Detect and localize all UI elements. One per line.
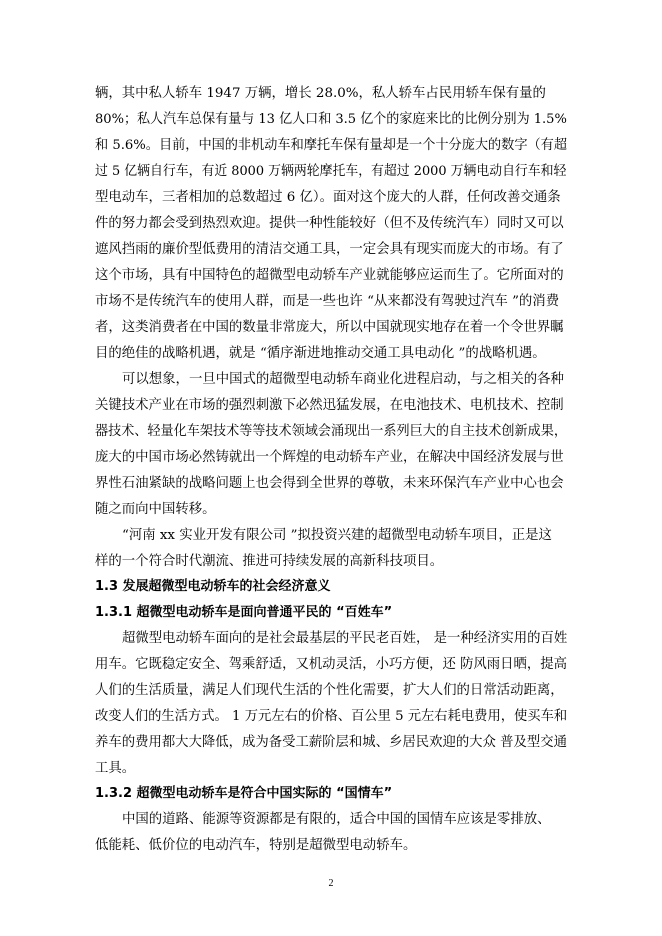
- text-line: 遮风挡雨的廉价型低费用的清洁交通工具，一定会具有现实而庞大的市场。有了: [95, 242, 564, 257]
- text-line: 中国的道路、能源等资源都是有限的，适合中国的国情车应该是零排放、: [122, 812, 551, 827]
- text-line: 超微型电动轿车面向的是社会最基层的平民老百姓， 是一种经济实用的百姓: [122, 631, 568, 646]
- section-heading: 1.3.1 超微型电动轿车是面向普通平民的 “百姓车”: [95, 605, 393, 620]
- text-line: 人们的生活质量，满足人们现代生活的个性化需要，扩大人们的日常活动距离，: [95, 683, 564, 698]
- section-heading: 1.3.2 超微型电动轿车是符合中国实际的 “国情车”: [95, 786, 393, 801]
- text-line: 随之而向中国转移。: [95, 502, 216, 517]
- text-line: 辆，其中私人轿车 1947 万辆，增长 28.0%，私人轿车占民用轿车保有量的: [95, 86, 546, 101]
- text-line: 型电动车，三者相加的总数超过 6 亿）。面对这个庞大的人群，任何改善交通条: [95, 190, 561, 205]
- text-line: 和 5.6%。目前，中国的非机动车和摩托车保有量却是一个十分庞大的数字（有超: [95, 138, 568, 153]
- text-line: “河南 xx 实业开发有限公司 ”拟投资兴建的超微型电动轿车项目，正是这: [122, 528, 552, 543]
- text-line: 工具。: [95, 761, 136, 776]
- text-line: 可以想象，一旦中国式的超微型电动轿车商业化进程启动，与之相关的各种: [122, 372, 564, 387]
- text-line: 低能耗、低价位的电动汽车，特别是超微型电动轿车。: [95, 838, 417, 853]
- text-line: 器技术、轻量化车架技术等等技术领域会涌现出一系列巨大的自主技术创新成果，: [95, 424, 567, 439]
- text-line: 目的绝佳的战略机遇，就是 “循序渐进地推动交通工具电动化 ”的战略机遇。: [95, 346, 546, 361]
- text-line: 庞大的中国市场必然铸就出一个辉煌的电动轿车产业，在解决中国经济发展与世: [95, 450, 564, 465]
- text-line: 80%；私人汽车总保有量与 13 亿人口和 3.5 亿个的家庭来比的比例分别为 1.5%: [95, 112, 567, 127]
- text-line: 件的努力都会受到热烈欢迎。提供一种性能较好（但不及传统汽车）同时又可以: [95, 216, 564, 231]
- text-line: 用车。它既稳定安全、驾乘舒适，又机动灵活，小巧方便，还 防风雨日晒，提高: [95, 657, 567, 672]
- text-line: 改变人们的生活方式。 1 万元左右的价格、百公里 5 元左右耗电费用，使买车和: [95, 709, 568, 724]
- text-line: 过 5 亿辆自行车，有近 8000 万辆两轮摩托车，有超过 2000 万辆电动自行车和轻: [95, 164, 567, 179]
- text-line: 样的一个符合时代潮流、推进可持续发展的高新科技项目。: [95, 554, 444, 569]
- text-line: 这个市场，具有中国特色的超微型电动轿车产业就能够应运而生了。它所面对的: [95, 268, 564, 283]
- text-line: 市场不是传统汽车的使用人群，而是一些也许 “从来都没有驾驶过汽车 ”的消费: [95, 294, 560, 309]
- page-number: 2: [328, 878, 334, 889]
- section-heading: 1.3 发展超微型电动轿车的社会经济意义: [95, 579, 331, 594]
- text-line: 者，这类消费者在中国的数量非常庞大，所以中国就现实地存在着一个令世界瞩: [95, 320, 564, 335]
- text-line: 养车的费用都大大降低，成为备受工薪阶层和城、乡居民欢迎的大众 普及型交通: [95, 735, 567, 750]
- text-line: 界性石油紧缺的战略问题上也会得到全世界的尊敬，未来环保汽车产业中心也会: [95, 476, 564, 491]
- text-line: 关键技术产业在市场的强烈刺激下必然迅猛发展，在电池技术、电机技术、控制: [95, 398, 564, 413]
